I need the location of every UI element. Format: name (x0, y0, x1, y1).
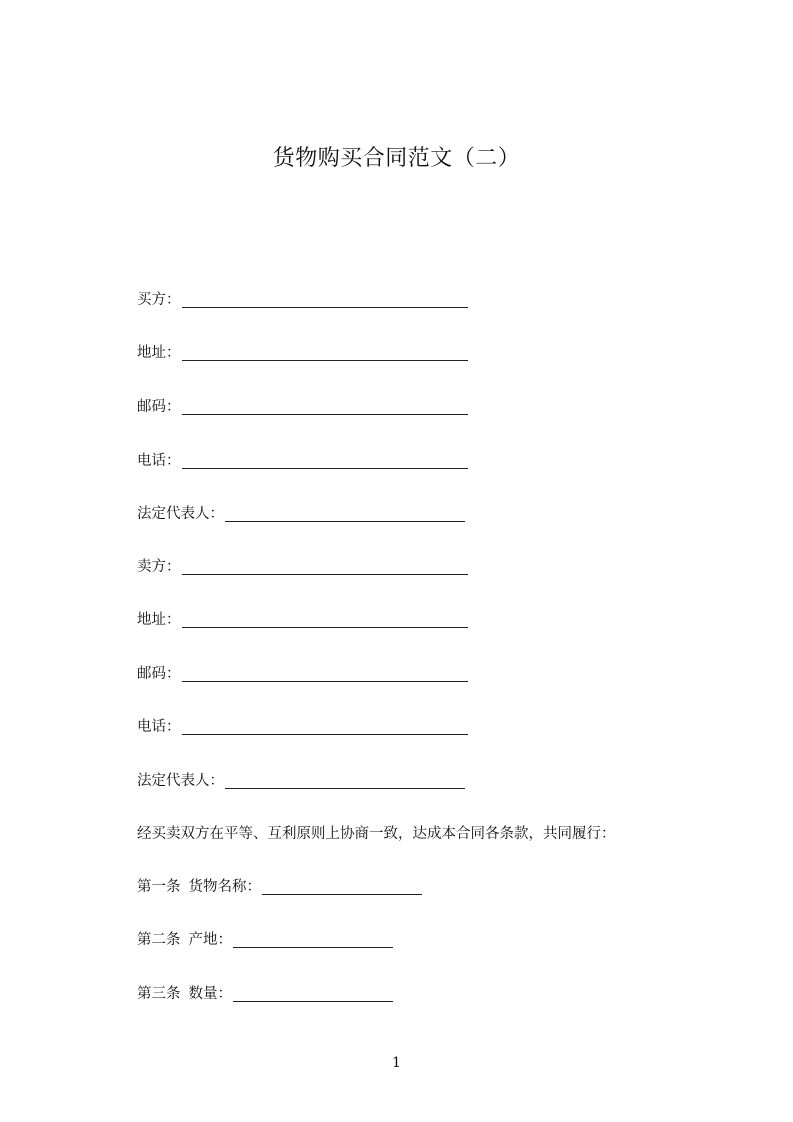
article-3-number: 第三条 (137, 986, 181, 1002)
article-1-number: 第一条 (137, 879, 181, 895)
seller-address-line (137, 608, 468, 632)
seller-address-blank[interactable] (182, 611, 468, 628)
buyer-address-blank[interactable] (182, 344, 468, 361)
seller-name-label: 卖方： (137, 559, 181, 575)
article-1-blank[interactable] (262, 878, 422, 895)
page-number: 1 (392, 1055, 401, 1071)
buyer-phone-blank[interactable] (182, 452, 468, 469)
article-2-blank[interactable] (233, 931, 393, 948)
contract-intro-paragraph: 经买卖双方在平等、互利原则上协商一致，达成本合同各条款，共同履行： (137, 826, 616, 842)
seller-postcode-line (137, 662, 468, 686)
buyer-phone-line (137, 449, 468, 473)
article-1-label: 货物名称： (188, 879, 261, 895)
article-3-blank[interactable] (233, 985, 393, 1002)
seller-phone-line (137, 715, 468, 739)
buyer-postcode-label: 邮码： (137, 399, 181, 415)
buyer-postcode-line (137, 395, 468, 419)
buyer-postcode-blank[interactable] (182, 398, 468, 415)
seller-address-label: 地址： (137, 612, 181, 628)
article-3-line (137, 982, 393, 1006)
seller-postcode-blank[interactable] (182, 665, 468, 682)
buyer-name-blank[interactable] (182, 291, 468, 308)
seller-name-blank[interactable] (182, 558, 468, 575)
seller-legal-rep-label: 法定代表人： (137, 773, 224, 789)
article-1-line (137, 875, 422, 899)
buyer-address-line (137, 341, 468, 365)
seller-phone-label: 电话： (137, 719, 181, 735)
article-2-line (137, 928, 393, 952)
seller-postcode-label: 邮码： (137, 666, 181, 682)
buyer-phone-label: 电话： (137, 453, 181, 469)
buyer-address-label: 地址： (137, 345, 181, 361)
buyer-name-line (137, 288, 468, 312)
seller-legal-rep-blank[interactable] (225, 772, 465, 789)
article-2-label: 产地： (188, 932, 232, 948)
seller-phone-blank[interactable] (182, 718, 468, 735)
article-3-label: 数量： (188, 986, 232, 1002)
buyer-legal-rep-line (137, 502, 465, 526)
article-2-number: 第二条 (137, 932, 181, 948)
buyer-legal-rep-blank[interactable] (225, 505, 465, 522)
buyer-name-label: 买方： (137, 292, 181, 308)
seller-name-line (137, 555, 468, 579)
document-title: 货物购买合同范文（二） (272, 146, 521, 171)
seller-legal-rep-line (137, 769, 465, 793)
buyer-legal-rep-label: 法定代表人： (137, 506, 224, 522)
